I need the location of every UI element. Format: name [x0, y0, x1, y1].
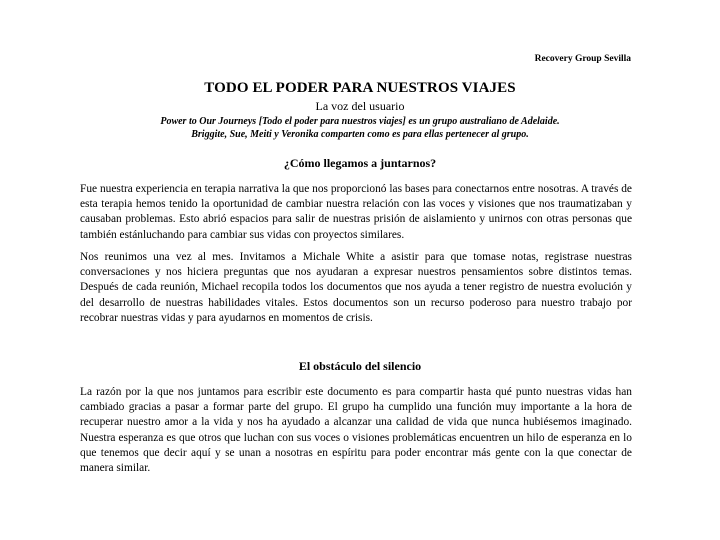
page-subtitle: La voz del usuario: [315, 99, 405, 113]
intro-line: Briggite, Sue, Meiti y Veronika comparten como es para ellas pertenecer al grupo.: [191, 129, 529, 140]
section-heading: ¿Cómo llegamos a juntarnos?: [283, 156, 437, 170]
section-heading: El obstáculo del silencio: [298, 359, 422, 373]
paragraph: Nos reunimos una vez al mes. Invitamos a Michale White a asistir para que tomase notas, registrase nuestras conversaciones y nos hiciera preguntas que nos ayudaran a expresar nuestros pensamientos sobre distintos temas. Después de cada reunión, Michael recopila todos los documentos que nos ayuda a tener registro de nuestra evolución y del desarrollo de nuestras habilidades vitales. Estos documentos son un recurso poderoso para nuestro trabajo por recobrar nuestras vidas y para ayudarnos en momentos de crisis.: [80, 251, 632, 324]
organization-name: Recovery Group Sevilla: [534, 54, 631, 64]
page-title: TODO EL PODER PARA NUESTROS VIAJES: [204, 80, 516, 96]
intro-text: [60, 115, 660, 141]
intro-line: Power to Our Journeys [Todo el poder para nuestros viajes] es un grupo australiano de Adelaide.: [160, 116, 560, 127]
paragraph: La razón por la que nos juntamos para escribir este documento es para compartir hasta qué punto nuestras vidas han cambiado gracias a pasar a formar parte del grupo. El grupo ha cumplido una función muy importante a la hora de recuperar nuestro amor a la vida y nos ha ayudado a alcanzar una calidad de vida que nunca hubiésemos imaginado. Nuestra esperanza es que otros que luchan con sus voces o visiones problemáticas encuentren un hilo de esperanza en lo que tenemos que decir aquí y se unan a nosotras en espíritu para poder encontrar más gente con la que conectar de manera similar.: [80, 386, 632, 475]
paragraph: Fue nuestra experiencia en terapia narrativa la que nos proporcionó las bases para conectarnos entre nosotras. A través de esta terapia hemos tenido la oportunidad de cambiar nuestra relación con las voces y visiones que nos traumatizaban y causaban problemas. Esto abrió espacios para salir de nuestras prisión de aislamiento y unirnos con otras personas que también estánluchando para cambiar sus vidas con proyectos similares.: [80, 183, 632, 241]
